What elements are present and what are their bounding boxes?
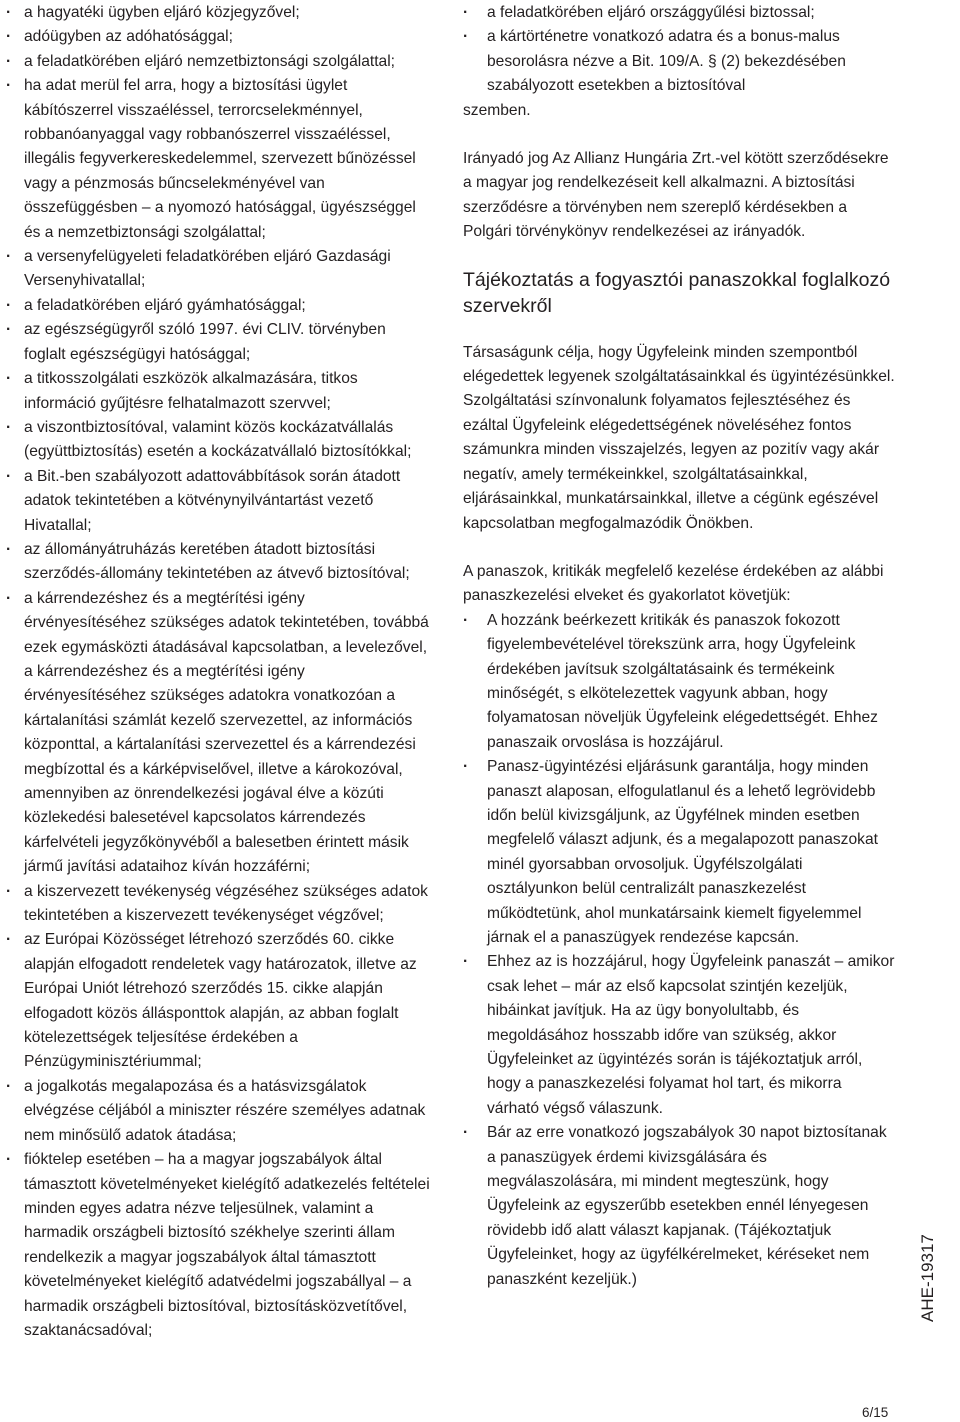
list-item: · a kiszervezett tevékenység végzéséhez szükséges adatok tekintetében a kiszervezett tevékenységet végzővel; (6, 880, 430, 929)
list-item: · Bár az erre vonatkozó jogszabályok 30 napot biztosítanak a panaszügyek érdemi kivizsgálására és megválaszolására, mi mindent megteszünk, hogy Ügyfeleink az egyszerűbb esetekben ennél lényegesen rövidebb idő alatt választ kapjanak. (Tájékoztatjuk Ügyfeleinket, hogy az ügyfélkérelmeket, kéréseket nem panaszként kezeljük.) (463, 1121, 895, 1292)
list-item: · Ehhez az is hozzájárul, hogy Ügyfeleink panaszát – amikor csak lehet – már az első kapcsolat szintjén kezeljük, hibáinkat javítjuk. Ha az ügy bonyolultabb, és megoldásához hosszabb időre van szükség, akkor Ügyfeleinket az ügyintézés során is tájékoztatjuk arról, hogy a panaszkezelési folyamat hol tart, és mikorra várható végső válaszunk. (463, 950, 895, 1121)
list-item: · adóügyben az adóhatósággal; (6, 25, 430, 49)
list-item: · a viszontbiztosítóval, valamint közös kockázatvállalás (együttbiztosítás) esetén a kockázatvállaló biztosítókkal; (6, 416, 430, 465)
list-item: · ha adat merül fel arra, hogy a biztosítási ügylet kábítószerrel visszaéléssel, terrorcselekménnyel, robbanóanyaggal vagy robbanószerrel visszaéléssel, illegális fegyverkereskedelemmel, szervezett bűnözéssel vagy a pénzmosás bűncselekményével van összefüggésben – a nyomozó hatósággal, ügyészséggel és a nemzetbiztonsági szolgálattal; (6, 74, 430, 245)
right-column (463, 1, 895, 1292)
page-number: 6/15 (862, 1405, 889, 1420)
disclosure-recipients-list (6, 1, 430, 1343)
list-item: · az egészségügyről szóló 1997. évi CLIV. törvényben foglalt egészségügyi hatósággal; (6, 318, 430, 367)
complaint-principles-list (463, 609, 895, 1292)
list-item: · A hozzánk beérkezett kritikák és panaszok fokozott figyelembevételével törekszünk arra, hogy Ügyfeleink érdekében javítsuk szolgáltatásaink és termékeink minőségét, s elkötelezettek vagyunk abban, hogy folyamatosan növeljük Ügyfeleink elégedettségét. Ehhez panaszaik orvoslása is hozzájárul. (463, 609, 895, 755)
list-item: · a titkosszolgálati eszközök alkalmazására, titkos információ gyűjtésre felhatalmazott szervvel; (6, 367, 430, 416)
intro-paragraph: Társaságunk célja, hogy Ügyfeleink minden szempontból elégedettek legyenek szolgáltatásainkkal és ügyintézésünkkel. Szolgáltatási színvonalunk folyamatos fejlesztéséhez és ezáltal Ügyfeleink elégedettségének növeléséhez fontos számunkra minden visszajelzés, legyen az pozitív vagy akár negatív, amely termékeinkkel, szolgáltatásainkkal, eljárásainkkal, munkatársainkkal, illetve a cégünk egészével kapcsolatban megfogalmazódik Önökben. (463, 343, 895, 532)
complaints-intro-paragraph: A panaszok, kritikák megfelelő kezelése érdekében az alábbi panaszkezelési elveket és gyakorlatot követjük: (463, 562, 884, 605)
left-column (6, 1, 430, 1343)
list-item: · a Bit.-ben szabályozott adattovábbítások során átadott adatok tekintetében a kötvénynyilvántartást vezető Hivatallal; (6, 465, 430, 538)
list-item: · a kárrendezéshez és a megtérítési igény érvényesítéséhez szükséges adatok tekintetében, továbbá ezek egymásközti átadásával kapcsolatban, a levelezővel, a kárrendezéshez és a megtérítési igény érvényesítéséhez szükséges adatokra vonatkozóan a kártalanítási számlát kezelő szervezettel, az információs központtal, a kártalanítási szervezettel és a kárrendezési megbízottal és a kárképviselővel, illetve a károkozóval, amennyiben az önrendelkezési jogával élve a közúti közlekedési balesetével kapcsolatos kárrendezés kárfelvételi jegyzőkönyvéből a balesetben érintett másik jármű javítási adataihoz kíván hozzáférni; (6, 587, 430, 880)
recipients-list-continued (463, 1, 895, 99)
list-item: · a versenyfelügyeleti feladatkörében eljáró Gazdasági Versenyhivatallal; (6, 245, 430, 294)
governing-law-paragraph: Irányadó jog Az Allianz Hungária Zrt.-vel kötött szerződésekre a magyar jog rendelkezéseit kell alkalmazni. A biztosítási szerződésre a törvényben nem szereplő kérdésekben a Polgári törvénykönyv rendelkezései az irányadók. (463, 150, 889, 241)
list-item: · az Európai Közösséget létrehozó szerződés 60. cikke alapján elfogadott rendeletek vagy határozatok, illetve az Európai Uniót létrehozó szerződés 15. cikke alapján elfogadott közös állásponttok alapján, az abban foglalt kötelezettségek teljesítése érdekében a Pénzügyminisztériummal; (6, 928, 430, 1074)
list-item: · a hagyatéki ügyben eljáró közjegyzővel; (6, 1, 430, 25)
list-item: · a feladatkörében eljáró nemzetbiztonsági szolgálattal; (6, 50, 430, 74)
list-item: · a feladatkörében eljáró országgyűlési biztossal; (463, 1, 895, 25)
section-heading: Tájékoztatás a fogyasztói panaszokkal foglalkozó szervekről (463, 268, 891, 317)
list-item: · Panasz-ügyintézési eljárásunk garantálja, hogy minden panaszt alaposan, elfogulatlanul és a lehető legrövidebb időn belül kivizsgáljunk, az Ügyfélnek minden esetben megfelelő választ adjunk, és a megalapozott panaszokat minél gyorsabban orvosoljuk. Ügyfélszolgálati osztályunkon belül centralizált panaszkezelést működtetünk, ahol munkatársaink kiemelt figyelemmel járnak el a panaszügyek rendezése kapcsán. (463, 755, 895, 950)
document-code: AHE-19317 (918, 1234, 937, 1322)
list-item: · a feladatkörében eljáró gyámhatósággal; (6, 294, 430, 318)
list-item: · fióktelep esetében – ha a magyar jogszabályok által támasztott követelményeket kielégítő adatkezelés feltételei minden egyes adatra nézve teljesülnek, valamint a harmadik országbeli biztosító székhelye szerinti állam rendelkezik a magyar jogszabályok által támasztott követelményeket kielégítő adatvédelmi jogszabállyal – a harmadik országbeli biztosítóval, biztosításközvetítővel, szaktanácsadóval; (6, 1148, 430, 1343)
list-item: · az állományátruházás keretében átadott biztosítási szerződés-állomány tekintetében az átvevő biztosítóval; (6, 538, 430, 587)
list-item: · a kártörténetre vonatkozó adatra és a bonus-malus besorolásra nézve a Bit. 109/A. § (2) bekezdésében szabályozott esetekben a biztosítóval (463, 25, 895, 98)
list-tail-text: szemben. (463, 101, 531, 119)
list-item: · a jogalkotás megalapozása és a hatásvizsgálatok elvégzése céljából a miniszter részére személyes adatnak nem minősülő adatok átadása; (6, 1075, 430, 1148)
